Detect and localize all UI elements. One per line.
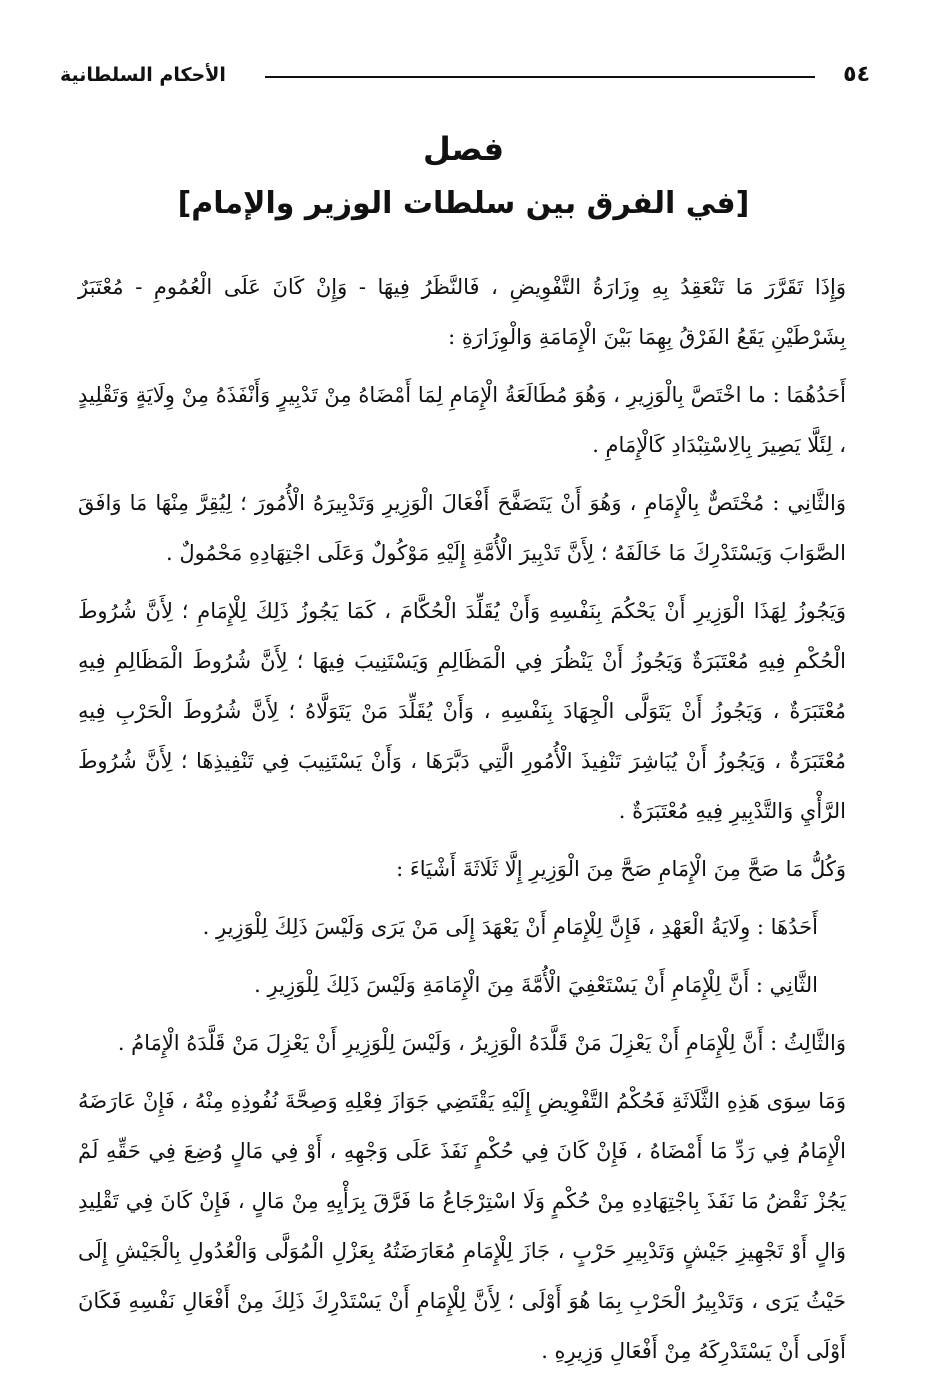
page-number: ٥٤ xyxy=(843,62,870,87)
section-title: [في الفرق بين سلطات الوزير والإمام] xyxy=(177,186,750,221)
paragraph-exceptions-intro: وَكُلُّ مَا صَحَّ مِنَ الْإِمَامِ صَحَّ مِنَ الْوَزِيرِ إِلَّا ثَلَاثَةَ أَشْيَاءَ : xyxy=(396,857,846,881)
exception-item-3: وَالثَّالِثُ : أَنَّ لِلْإِمَامِ أَنْ يَعْزِلَ مَنْ قَلَّدَهُ الْوَزِيرُ ، وَلَيْسَ لِلْوَزِيرِ أَنْ يَعْزِلَ مَنْ قَلَّدَهُ الْإِمَامُ . xyxy=(117,1031,846,1055)
paragraph-conclusion: وَمَا سِوَى هَذِهِ الثَّلَاثَةِ فَحُكْمُ التَّفْوِيضِ إِلَيْهِ يَقْتَضِي جَوَازَ فِعْلِهِ وَصِحَّةَ نُفُوذِهِ مِنْهُ ، فَإِنْ عَارَضَهُ الْإِمَامُ فِي رَدِّ مَا أَمْضَاهُ ، فَإِنْ كَانَ فِي حُكْمٍ نَفَذَ عَلَى وَجْهِهِ ، أَوْ فِي مَالٍ وُضِعَ فِي حَقِّهِ لَمْ يَجُزْ نَقْضُ مَا نَفَذَ بِاجْتِهَادِهِ مِنْ حُكْمٍ وَلَا اسْتِرْجَاعُ مَا فَرَّقَ بِرَأْيِهِ مِنْ مَالٍ ، فَإِنْ كَانَ فِي تَقْلِيدِ وَالٍ أَوْ تَجْهِيزِ جَيْشٍ وَتَدْبِيرِ حَرْبٍ ، جَازَ لِلْإِمَامِ مُعَارَضَتُهُ بِعَزْلِ الْمُوَلَّى وَالْعُدُولِ بِالْجَيْشِ إِلَى حَيْثُ يَرَى ، وَتَدْبِيرُ الْحَرْبِ بِمَا هُوَ أَوْلَى ؛ لِأَنَّ لِلْإِمَامِ أَنْ يَسْتَدْرِكَ ذَلِكَ مِنْ أَفْعَالِ نَفْسِهِ فَكَانَ أَوْلَى أَنْ يَسْتَدْرِكَهُ مِنْ أَفْعَالِ وَزِيرِهِ . xyxy=(78,1089,846,1363)
exception-item-1: أَحَدُهَا : وِلَايَةُ الْعَهْدِ ، فَإِنَّ لِلْإِمَامِ أَنْ يَعْهَدَ إِلَى مَنْ يَرَى وَلَيْسَ ذَلِكَ لِلْوَزِيرِ . xyxy=(202,915,818,939)
paragraph-intro: وَإِذَا تَقَرَّرَ مَا تَنْعَقِدُ بِهِ وِزَارَةُ التَّفْوِيضِ ، فَالنَّظَرُ فِيهَا - وَإِنْ كَانَ عَلَى الْعُمُومِ - مُعْتَبَرٌ بِشَرْطَيْنِ يَقَعُ الفَرْقُ بِهِمَا بَيْنَ الْإِمَامَةِ وَالْوِزَارَةِ : xyxy=(78,275,846,349)
exception-item-2: الثَّانِي : أَنَّ لِلْإِمَامِ أَنْ يَسْتَعْفِيَ الْأُمَّةَ مِنَ الْإِمَامَةِ وَلَيْسَ ذَلِكَ لِلْوَزِيرِ . xyxy=(254,973,818,997)
paragraph-first-condition: أَحَدُهُمَا : ما اخْتَصَّ بِالْوَزِيرِ ، وَهُوَ مُطَالَعَةُ الْإِمَامِ لِمَا أَمْضَاهُ مِنْ تَدْبِيرٍ وَأَنْفَذَهُ مِنْ وِلَايَةٍ وَتَقْلِيدٍ ، لِئَلَّا يَصِيرَ بِالِاسْتِبْدَادِ كَالْإِمَامِ . xyxy=(78,383,846,457)
paragraph-second-condition: وَالثَّانِي : مُخْتَصٌّ بِالْإِمَامِ ، وَهُوَ أَنْ يَتَصَفَّحَ أَفْعَالَ الْوَزِيرِ وَتَدْبِيرَهُ الْأُمُورَ ؛ لِيُقِرَّ مِنْهَا مَا وَافَقَ الصَّوَابَ وَيَسْتَدْرِكَ مَا خَالَفَهُ ؛ لِأَنَّ تَدْبِيرَ الْأُمَّةِ إِلَيْهِ مَوْكُولٌ وَعَلَى اجْتِهَادِهِ مَحْمُولٌ . xyxy=(78,491,846,565)
page-header xyxy=(60,62,870,92)
body-text xyxy=(78,262,846,1384)
running-title: الأحكام السلطانية xyxy=(60,64,226,86)
paragraph-vizier-powers: وَيَجُوزُ لِهَذَا الْوَزِيرِ أَنْ يَحْكُمَ بِنَفْسِهِ وَأَنْ يُقَلِّدَ الْحُكَّامَ ، كَمَا يَجُوزُ ذَلِكَ لِلْإِمَامِ ؛ لِأَنَّ شُرُوطَ الْحُكْمِ فِيهِ مُعْتَبَرَةٌ وَيَجُوزُ أَنْ يَنْظُرَ فِي الْمَظَالِمِ وَيَسْتَنِيبَ فِيهَا ؛ لِأَنَّ شُرُوطَ الْمَظَالِمِ فِيهِ مُعْتَبَرَةٌ ، وَيَجُوزُ أَنْ يَتَوَلَّى الْجِهَادَ بِنَفْسِهِ ، وَأَنْ يُقَلِّدَ مَنْ يَتَوَلَّاهُ ؛ لِأَنَّ شُرُوطَ الْحَرْبِ فِيهِ مُعْتَبَرَةٌ ، وَيَجُوزُ أَنْ يُبَاشِرَ تَنْفِيذَ الْأُمُورِ الَّتِي دَبَّرَهَا ، وَأَنْ يَسْتَنِيبَ فِي تَنْفِيذِهَا ؛ لِأَنَّ شُرُوطَ الرَّأْيِ وَالتَّدْبِيرِ فِيهِ مُعْتَبَرَةٌ . xyxy=(78,599,846,823)
header-rule xyxy=(265,76,815,78)
section-label: فصل xyxy=(422,130,505,168)
